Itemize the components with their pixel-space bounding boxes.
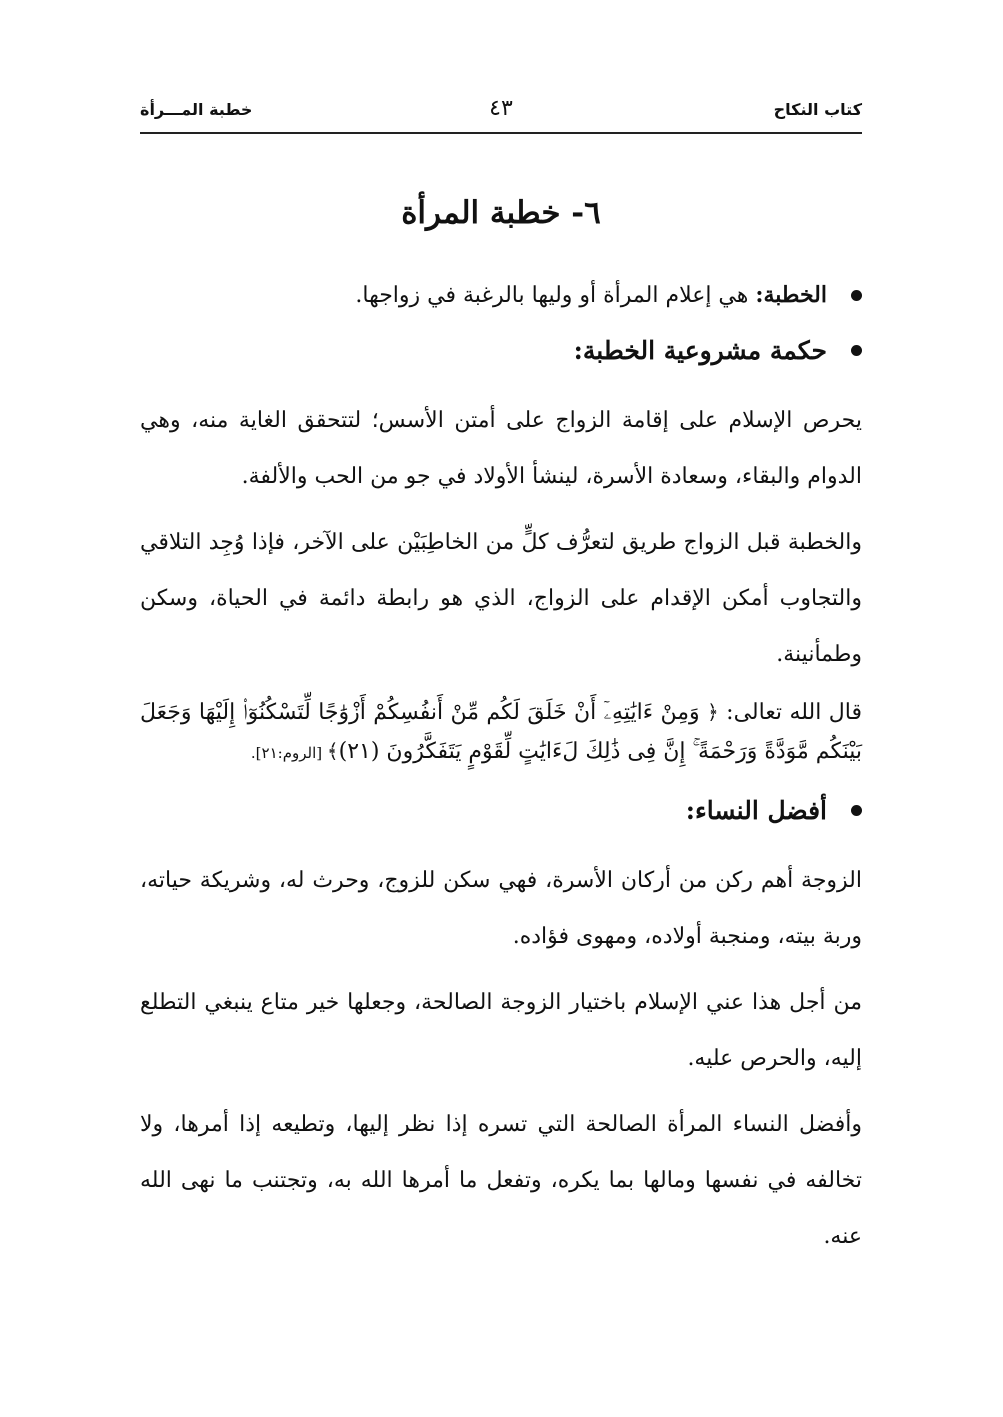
definition-term: الخطبة: [755, 282, 827, 308]
ornate-bracket-open-icon: ﴿ [707, 700, 719, 724]
definition-text [355, 282, 827, 308]
verse-reference: [الروم:٢١]. [250, 744, 327, 762]
ayah-number: ٢١ [347, 739, 371, 764]
bullet-wisdom-heading [140, 336, 862, 365]
quran-quote: قال الله تعالى: ﴿ وَمِنْ ءَايَٰتِهِۦٓ أَنْ خَلَقَ لَكُم مِّنْ أَنفُسِكُمْ أَزْوَٰجًا لِّتَسْكُنُوٓا۟ إِلَيْهَا وَجَعَلَ بَيْنَكُم مَّوَدَّةً وَرَحْمَةً ۚ إِنَّ فِى ذَٰلِكَ لَءَايَٰتٍ لِّقَوْمٍ يَتَفَكَّرُونَ (٢١)﴾ [الروم:٢١]. [140, 700, 862, 764]
paragraph-1: يحرص الإسلام على إقامة الزواج على أمتن الأسس؛ لتتحقق الغاية منه، وهي الدوام والبقاء، وسعادة الأسرة، لينشأ الأولاد في جو من الحب والألفة. [140, 408, 862, 489]
running-header [140, 98, 862, 134]
bullet-definition [140, 282, 862, 308]
header-section-title: خطبة المـــرأة [140, 100, 253, 119]
wisdom-heading: حكمة مشروعية الخطبة: [573, 336, 827, 365]
header-book-title: كتاب النكاح [773, 100, 862, 119]
bullet-best-women-heading [140, 796, 862, 825]
paragraph-4: من أجل هذا عني الإسلام باختيار الزوجة الصالحة، وجعلها خير متاع ينبغي التطلع إليه، والحرص عليه. [140, 990, 862, 1071]
bullet-icon [851, 345, 862, 356]
ornate-bracket-close-icon: ﴾ [326, 739, 339, 763]
quote-intro: قال الله تعالى: [718, 700, 862, 725]
header-page-number: ٤٣ [489, 96, 513, 121]
chapter-title: ٦- خطبة المرأة [401, 195, 601, 231]
definition-body: هي إعلام المرأة أو وليها بالرغبة في زواجها. [355, 283, 756, 308]
paragraph-5: وأفضل النساء المرأة الصالحة التي تسره إذا نظر إليها، وتطيعه إذا أمرها، ولا تخالفه في نفسها ومالها بما يكره، وتفعل ما أمرها الله به، وتجتنب ما نهى الله عنه. [140, 1112, 862, 1249]
paragraph-3: الزوجة أهم ركن من أركان الأسرة، فهي سكن للزوج، وحرث له، وشريكة حياته، وربة بيته، ومنجبة أولاده، ومهوى فؤاده. [140, 868, 862, 949]
bullet-icon [851, 805, 862, 816]
paragraph-2: والخطبة قبل الزواج طريق لتعرُّف كلٍّ من الخاطِبَيْن على الآخر، فإذا وُجِد التلاقي والتجاوب أمكن الإقدام على الزواج، الذي هو رابطة دائمة في الحياة، وسكن وطمأنينة. [140, 530, 862, 667]
best-women-heading: أفضل النساء: [685, 796, 827, 825]
page-body [140, 282, 862, 1275]
bullet-icon [851, 290, 862, 301]
quran-verse: وَمِنْ ءَايَٰتِهِۦٓ أَنْ خَلَقَ لَكُم مِّنْ أَنفُسِكُمْ أَزْوَٰجًا لِّتَسْكُنُوٓا۟ إِلَيْهَا وَجَعَلَ بَيْنَكُم مَّوَدَّةً وَرَحْمَةً ۚ إِنَّ فِى ذَٰلِكَ لَءَايَٰتٍ لِّقَوْمٍ يَتَفَكَّرُونَ [140, 700, 862, 764]
